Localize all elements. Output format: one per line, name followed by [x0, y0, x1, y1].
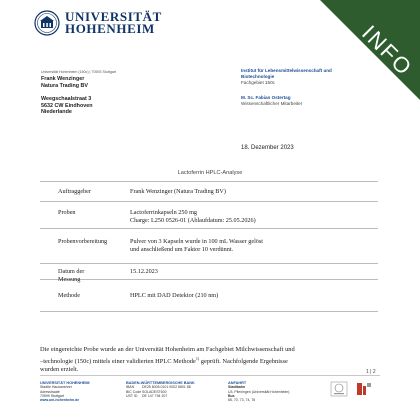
row-label: Proben: [58, 209, 76, 216]
certification-logos: [330, 381, 380, 397]
footer-line: Adresstraaté: [40, 389, 60, 394]
row-value-line: Lactoferrinkapseln 250 mg: [130, 209, 198, 216]
footer-line: Stadtle Hausanshrer: [40, 385, 72, 390]
row-label: Probenvorbereitung: [58, 238, 108, 245]
row-value-line: 15.12.2023: [130, 268, 158, 275]
bank-key: BIC Code: [126, 389, 142, 394]
table-row: [40, 264, 378, 283]
paragraph-text: geprüft. Nachfolgende Ergebnisse: [199, 357, 288, 365]
page-number: 1 | 2: [366, 369, 376, 375]
row-value: [98, 268, 378, 279]
row-label: Datum der Messung: [58, 268, 85, 283]
row-value-line: und anschließend um Faktor 10 verdünnt.: [130, 246, 234, 253]
row-value-line: Charge: L250 0526-01 (Ablaufdatum: 25.05.2026): [130, 217, 256, 224]
contact-name: M. Sc. Fabian Ostertag: [241, 95, 291, 100]
paragraph-line: Die eingereichte Probe wurde an der Universität Hohenheim am Fachgebiet Milchwissenschaft und: [40, 346, 295, 353]
bank-value: DE 147 794 207: [142, 393, 168, 398]
paragraph-line: [40, 355, 380, 367]
university-logo: [34, 10, 162, 36]
row-label: Auftraggeber: [58, 188, 91, 195]
logo-line-1: UNIVERSITÄT: [65, 9, 162, 24]
footer-bank-column: [126, 381, 195, 398]
letter-date: 18. Dezember 2023: [241, 145, 294, 151]
document-title: Lactoferrin HPLC-Analyse: [177, 170, 243, 176]
footer-divider: [40, 375, 380, 376]
certification-seal-icon: [330, 381, 348, 397]
footer-heading: UNIVERSITÄT HOHENHEIM: [40, 381, 90, 385]
paragraph-line: wurden erzielt.: [40, 366, 79, 374]
row-value-line: Frank Wenzinger (Natura Trading BV): [130, 188, 226, 195]
address-line: Niederlande: [41, 109, 72, 116]
institute-block: [241, 68, 332, 85]
letter-footer: [0, 375, 420, 420]
footer-line: U3, Plieningen (Universität Hohenheim): [228, 389, 290, 394]
row-value: [98, 292, 378, 311]
bank-value: SOLADEST600: [142, 389, 167, 394]
table-row: [40, 280, 378, 312]
row-value-line: HPLC mit DAD Detektor (210 nm): [130, 292, 219, 299]
family-friendly-logo-icon: [355, 381, 373, 397]
address-line: Weegschaalstraat 3: [41, 96, 92, 102]
row-value: [98, 209, 378, 228]
row-label: Methode: [58, 292, 80, 299]
footnote-ref: 1): [195, 355, 200, 361]
contact-person: [241, 95, 302, 107]
contact-role: Wissenschaftlicher Mitarbeiter: [241, 100, 303, 106]
info-label: INFO: [357, 20, 418, 81]
recipient-address: [41, 96, 93, 116]
footer-line: 65, 70, 73, 74, 76: [228, 398, 256, 403]
table-row: [40, 202, 378, 229]
footer-line: 70599 Stuttgart: [40, 393, 64, 398]
bank-value: DE25 6005 0101 0002 6801 88: [142, 385, 191, 390]
footer-heading: BADEN-WÜRTTEMBERGISCHE BANK: [126, 381, 195, 385]
recipient-line: Natura Trading BV: [41, 82, 89, 89]
university-wordmark: [65, 11, 162, 35]
institute-title: Institut für Lebensmittelwissenschaft und: [241, 68, 332, 73]
row-value: [98, 188, 378, 201]
bank-key: UST ID: [126, 393, 138, 398]
footer-address-column: [40, 381, 90, 402]
row-value-line: Pulver von 3 Kapseln wurde in 100 mL Wasser gelöst: [130, 238, 264, 245]
logo-line-2: HOHENHEIM: [65, 21, 155, 36]
results-intro-paragraph: [40, 346, 380, 375]
bank-row: [126, 394, 195, 398]
university-seal-icon: [34, 10, 60, 36]
institute-title: Biotechnologie: [241, 73, 275, 79]
address-line: 5632 CW Eindhoven: [41, 102, 93, 109]
analysis-table: [40, 181, 378, 312]
sender-return-line: Universität Hohenheim (150c) | 70593 Stuttgart: [41, 70, 117, 74]
table-row: [40, 182, 378, 202]
recipient-name: [41, 76, 88, 89]
recipient-line: Frank Wenzinger: [41, 76, 85, 82]
footer-heading: ANFAHRT: [228, 381, 247, 385]
info-corner-banner: [300, 0, 420, 120]
table-row: [40, 229, 378, 264]
row-value: [98, 238, 378, 263]
institute-subtitle: Fachgebiet 150c: [241, 79, 275, 85]
footer-directions-column: [228, 381, 289, 402]
bank-key: IBAN: [126, 385, 135, 390]
transit-type: Stadtbahn: [228, 385, 246, 390]
paragraph-text: –technologie (150c) mittels einer validierten HPLC Methode: [40, 357, 196, 365]
transit-type: Bus: [228, 393, 235, 398]
website-link[interactable]: www.uni-hohenheim.de: [40, 398, 80, 403]
